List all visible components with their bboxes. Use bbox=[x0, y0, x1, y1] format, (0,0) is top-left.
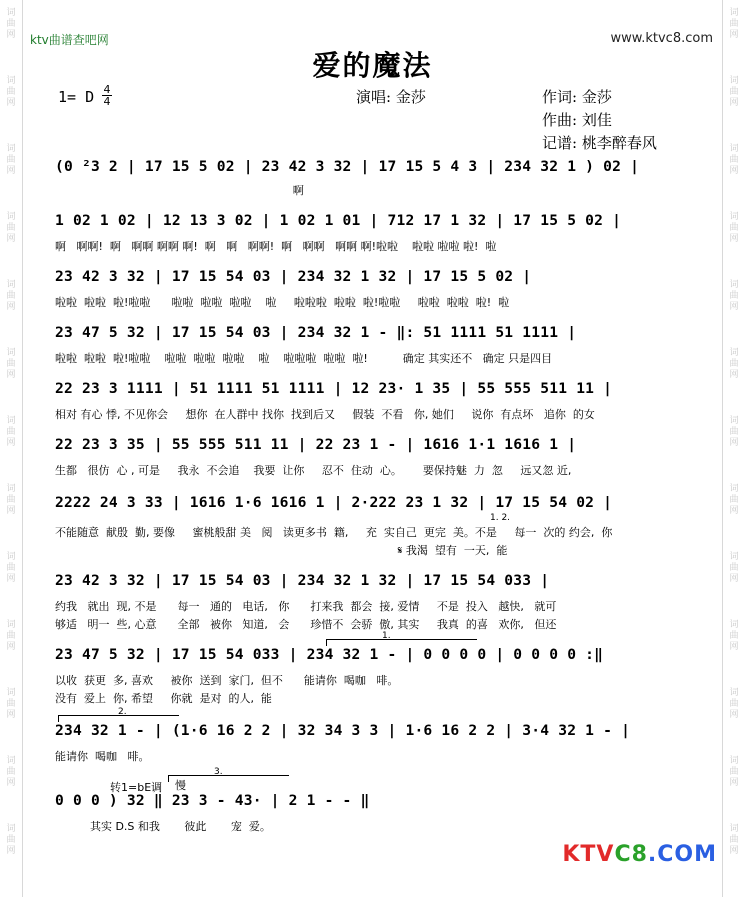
left-watermark-column bbox=[0, 0, 23, 897]
side-watermark-text: 词曲网 bbox=[6, 756, 16, 788]
score-line-1-lyrics: 啊 bbox=[55, 184, 304, 197]
time-signature-bottom: 4 bbox=[103, 95, 111, 108]
transcriber-credit: 记谱: 桃李醉春风 bbox=[542, 134, 657, 152]
composer-credit: 作曲: 刘佳 bbox=[542, 111, 612, 129]
score-line-8-notes: 23 42 3 32 | 17 15 54 03 | 234 32 1 32 | 17 15 54 033 | bbox=[55, 572, 550, 589]
side-watermark-text: 词曲网 bbox=[729, 212, 739, 244]
score-line-3-lyrics: 啦啦 啦啦 啦!啦啦 啦啦 啦啦 啦啦 啦 啦啦啦 啦啦 啦!啦啦 啦啦 啦啦 啦! 啦 bbox=[55, 296, 510, 309]
side-watermark-text: 词曲网 bbox=[6, 620, 16, 652]
right-watermark-column bbox=[722, 0, 745, 897]
song-title: 爱的魔法 bbox=[312, 49, 433, 82]
side-watermark-text: 词曲网 bbox=[6, 824, 16, 856]
side-watermark-text: 词曲网 bbox=[729, 688, 739, 720]
score-line-6-notes: 22 23 3 35 | 55 555 511 11 | 22 23 1 - | 1616 1·1 1616 1 | bbox=[55, 436, 577, 453]
score-line-7-lyrics-verse-2: 𝄋 我渴 望有 一天, 能 bbox=[55, 544, 508, 557]
score-line-5-notes: 22 23 3 1111 | 51 1111 51 1111 | 12 23· 1 35 | 55 555 511 11 | bbox=[55, 380, 613, 397]
score-line-1-notes: (0 ²3 2 | 17 15 5 02 | 23 42 3 32 | 17 15 5 4 3 | 234 32 1 ) 02 | bbox=[55, 158, 640, 175]
volta-1-2-label: 1. 2. bbox=[490, 513, 511, 523]
score-line-5-lyrics: 相对 有心 悸, 不见你会 想你 在人群中 找你 找到后又 假装 不看 你, 她们 说你 有点坏 追你 的女 bbox=[55, 408, 595, 421]
side-watermark-text: 词曲网 bbox=[729, 620, 739, 652]
score-line-9-lyrics: 以收 获更 多, 喜欢 被你 送到 家门, 但不 能请你 喝咖 啡。 bbox=[55, 674, 399, 687]
singer-credit: 演唱: 金莎 bbox=[356, 88, 426, 106]
side-watermark-text: 词曲网 bbox=[729, 756, 739, 788]
volta-2-label: 2. bbox=[118, 707, 127, 717]
side-watermark-text: 词曲网 bbox=[729, 348, 739, 380]
ktvc8-logo: KTVC8.COM bbox=[562, 842, 717, 867]
score-line-2-lyrics: 啊 啊啊! 啊 啊啊 啊啊 啊! 啊 啊 啊啊! 啊 啊啊 啊啊 啊!啦啦 啦啦 啦啦 啦! 啦 bbox=[55, 240, 497, 253]
site-name: ktv曲谱查吧网 bbox=[30, 33, 109, 47]
score-line-10-lyrics: 能请你 喝咖 啡。 bbox=[55, 750, 150, 763]
side-watermark-text: 词曲网 bbox=[6, 76, 16, 108]
score-line-4-lyrics: 啦啦 啦啦 啦!啦啦 啦啦 啦啦 啦啦 啦 啦啦啦 啦啦 啦! 确定 其实还不 确定 只是四目 bbox=[55, 352, 553, 365]
tempo-mark: 慢 bbox=[175, 779, 186, 792]
score-line-8-lyrics: 约我 就出 现, 不是 每一 通的 电话, 你 打来我 都会 接, 爱情 不是 投入 越快, 就可 bbox=[55, 600, 557, 613]
side-watermark-text: 词曲网 bbox=[729, 484, 739, 516]
side-watermark-text: 词曲网 bbox=[729, 416, 739, 448]
side-watermark-text: 词曲网 bbox=[6, 8, 16, 40]
score-line-4-notes: 23 47 5 32 | 17 15 54 03 | 234 32 1 - ‖: 51 1111 51 1111 | bbox=[55, 324, 577, 341]
score-line-9-notes: 23 47 5 32 | 17 15 54 033 | 234 32 1 - | 0 0 0 0 | 0 0 0 0 :‖ bbox=[55, 646, 604, 663]
side-watermark-text: 词曲网 bbox=[729, 552, 739, 584]
lyricist-credit: 作词: 金莎 bbox=[542, 88, 612, 106]
score-line-10-notes: 234 32 1 - | (1·6 16 2 2 | 32 34 3 3 | 1·6 16 2 2 | 3·4 32 1 - | bbox=[55, 722, 631, 739]
score-line-3-notes: 23 42 3 32 | 17 15 54 03 | 234 32 1 32 | 17 15 5 02 | bbox=[55, 268, 532, 285]
side-watermark-text: 词曲网 bbox=[6, 144, 16, 176]
side-watermark-text: 词曲网 bbox=[729, 8, 739, 40]
score-line-2-notes: 1 02 1 02 | 12 13 3 02 | 1 02 1 01 | 712 17 1 32 | 17 15 5 02 | bbox=[55, 212, 622, 229]
time-signature bbox=[102, 84, 112, 107]
side-watermark-text: 词曲网 bbox=[6, 552, 16, 584]
score-line-6-lyrics: 生都 很仿 心 , 可是 我永 不会追 我要 让你 忍不 住动 心。 要保持魅 力 忽 远又忽 近, bbox=[55, 464, 572, 477]
side-watermark-text: 词曲网 bbox=[6, 212, 16, 244]
time-signature-top: 4 bbox=[103, 83, 111, 96]
side-watermark-text: 词曲网 bbox=[729, 144, 739, 176]
side-watermark-text: 词曲网 bbox=[729, 824, 739, 856]
site-url: www.ktvc8.com bbox=[610, 31, 713, 46]
side-watermark-text: 词曲网 bbox=[6, 416, 16, 448]
volta-1-label: 1. bbox=[382, 631, 391, 641]
score-line-9-lyrics-verse-2: 没有 爱上 你, 希望 你就 是对 的人, 能 bbox=[55, 692, 272, 705]
score-line-7-lyrics: 不能随意 献殷 勤, 要像 蜜桃般甜 美 阅 读更多书 籍, 充 实自己 更完 美。不是 每一 次的 约会, 你 bbox=[55, 526, 613, 539]
side-watermark-text: 词曲网 bbox=[6, 484, 16, 516]
volta-3-label: 3. bbox=[214, 767, 223, 777]
score-line-8-lyrics-verse-2: 够适 明一 些, 心意 全部 被你 知道, 会 珍惜不 会骄 傲, 其实 我真 的喜 欢你, 但还 bbox=[55, 618, 557, 631]
side-watermark-text: 词曲网 bbox=[729, 76, 739, 108]
key-signature: 1= D bbox=[58, 88, 95, 106]
side-watermark-text: 词曲网 bbox=[6, 280, 16, 312]
score-line-11-notes: 0 0 0 ) 32 ‖ 23 3 - 43· | 2 1 - - ‖ bbox=[55, 792, 370, 809]
score-line-11-lyrics: 其实 D.S 和我 彼此 宠 爱。 bbox=[55, 820, 271, 833]
volta-1-bracket bbox=[326, 639, 477, 646]
volta-3-bracket bbox=[168, 775, 289, 782]
side-watermark-text: 词曲网 bbox=[6, 688, 16, 720]
modulation-mark: 转1=bE调 bbox=[110, 781, 163, 794]
side-watermark-text: 词曲网 bbox=[729, 280, 739, 312]
side-watermark-text: 词曲网 bbox=[6, 348, 16, 380]
score-line-7-notes: 2222 24 3 33 | 1616 1·6 1616 1 | 2·222 23 1 32 | 17 15 54 02 | bbox=[55, 494, 613, 511]
